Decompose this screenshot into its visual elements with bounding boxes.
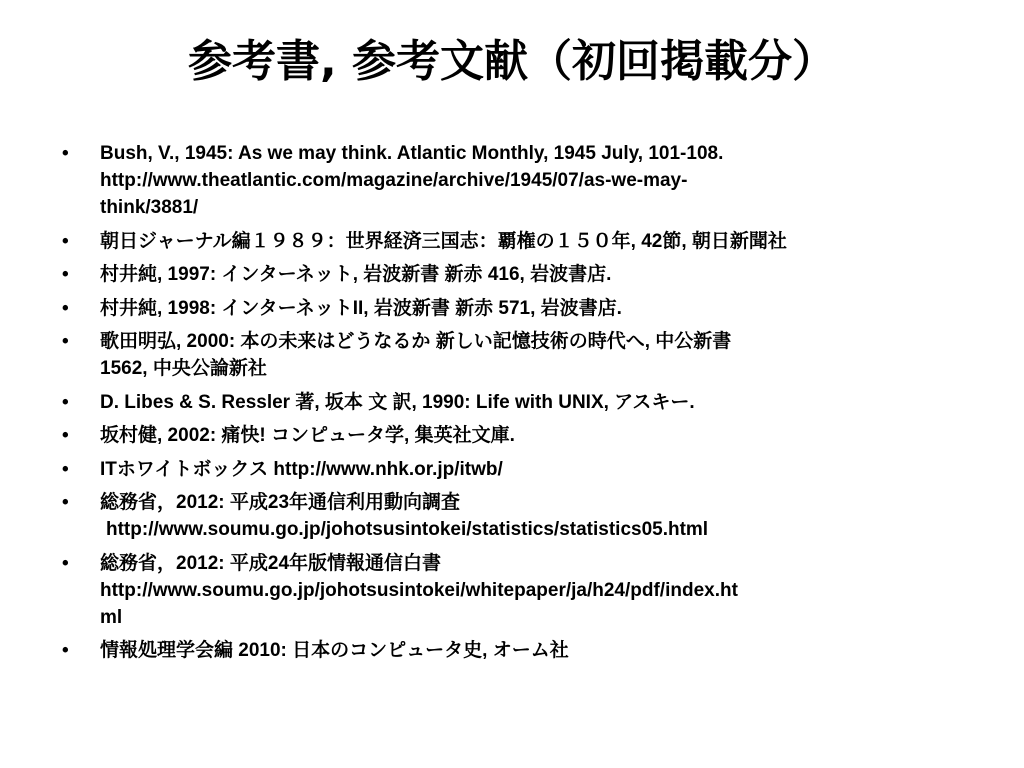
bullet-icon: • [62,143,69,164]
reference-item [0,261,1024,288]
reference-url-continued[interactable]: ml [100,606,123,628]
reference-list [0,140,1024,671]
reference-item [0,295,1024,322]
reference-line: 坂村健, 2002: 痛快! コンピュータ学, 集英社文庫. [100,425,515,446]
reference-item [0,228,1024,255]
bullet-icon: • [62,425,69,446]
reference-line-continued: 1562, 中央公論新社 [100,358,267,379]
reference-line: 総務省，2012: 平成23年通信利用動向調査 [100,492,461,513]
reference-line: 総務省，2012: 平成24年版情報通信白書 [100,552,442,574]
reference-item [0,140,1024,221]
reference-item [0,328,1024,382]
reference-url[interactable]: http://www.theatlantic.com/magazine/archive/1945/07/as-we-may- [100,170,688,191]
bullet-icon: • [62,391,69,413]
bullet-icon: • [62,640,69,661]
bullet-icon: • [62,331,69,352]
reference-item [0,637,1024,664]
reference-line: D. Libes & S. Ressler 著, 坂本 文 訳, 1990: Life with UNIX, アスキー. [100,391,695,413]
reference-line: 情報処理学会編 2010: 日本のコンピュータ史, オーム社 [100,640,569,661]
bullet-icon: • [62,492,69,513]
reference-line: Bush, V., 1945: As we may think. Atlantic Monthly, 1945 July, 101-108. [100,143,724,164]
reference-line-with-url[interactable]: ITホワイトボックス http://www.nhk.or.jp/itwb/ [100,458,503,480]
reference-line: 村井純, 1997: インターネット, 岩波新書 新赤 416, 岩波書店. [100,264,612,285]
bullet-icon: • [62,297,69,319]
reference-item [0,550,1024,631]
reference-url[interactable]: http://www.soumu.go.jp/johotsusintokei/whitepaper/ja/h24/pdf/index.ht [100,579,738,601]
reference-line: 村井純, 1998: インターネットII, 岩波新書 新赤 571, 岩波書店. [100,297,622,319]
reference-url[interactable]: http://www.soumu.go.jp/johotsusintokei/statistics/statistics05.html [106,519,709,540]
bullet-icon: • [62,264,69,285]
reference-line: 朝日ジャーナル編１９８９：世界経済三国志：覇権の１５０年, 42節, 朝日新聞社 [100,230,787,252]
bullet-icon: • [62,552,69,574]
reference-item [0,422,1024,449]
reference-item [0,389,1024,416]
reference-line: 歌田明弘, 2000: 本の未来はどうなるか 新しい記憶技術の時代へ, 中公新書 [100,331,732,352]
reference-item [0,489,1024,543]
bullet-icon: • [62,458,69,480]
reference-item [0,456,1024,483]
reference-url-continued[interactable]: think/3881/ [100,197,199,218]
bullet-icon: • [62,230,69,252]
slide-title: 参考書, 参考文献（初回掲載分） [187,36,837,87]
